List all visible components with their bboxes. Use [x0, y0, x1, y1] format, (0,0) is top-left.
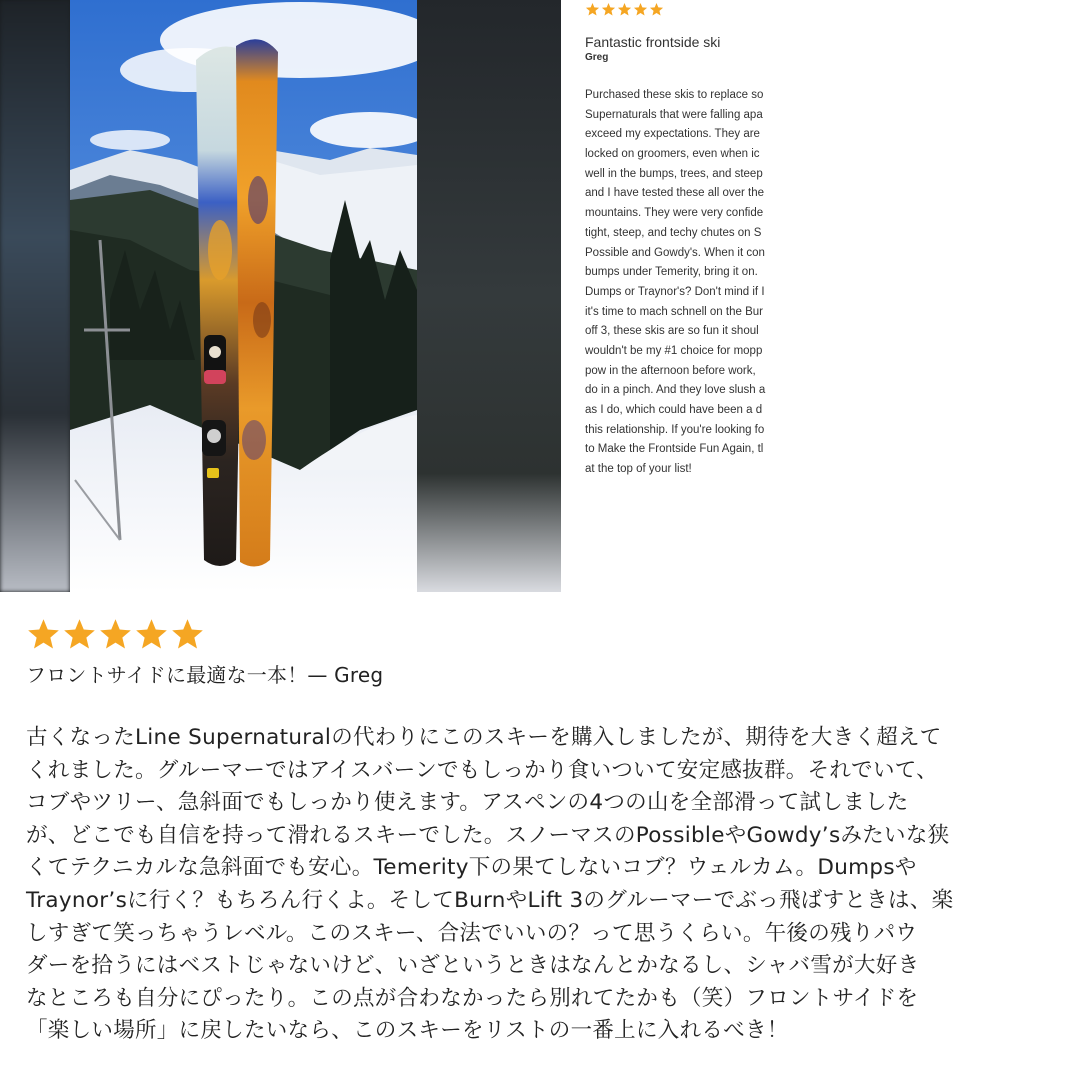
original-review-line: off 3, these skis are so fun it shoul — [585, 325, 759, 338]
ski-photo — [70, 0, 417, 592]
translation-line: しすぎて笑っちゃうレベル。このスキー、合法でいいの？って思うくらい。午後の残りパウ — [26, 920, 918, 946]
translation-line: ダーを拾うにはベストじゃないけど、いざというときはなんとかなるし、シャバ雪が大好き — [26, 953, 920, 979]
star-icon — [617, 2, 632, 17]
original-review-card — [561, 0, 1080, 592]
translation-rating-stars — [26, 617, 205, 652]
original-review-line: tight, steep, and techy chutes on S — [585, 226, 762, 239]
translation-line: くてテクニカルな急斜面でも安心。Temerity下の果てしないコブ？ウェルカム。Dumpsや — [26, 855, 917, 881]
original-review-line: pow in the afternoon before work, — [585, 364, 756, 377]
translation-heading: フロントサイドに最適な一本！— Greg — [26, 663, 384, 687]
original-review-line: well in the bumps, trees, and steep — [585, 167, 763, 180]
original-review-author: Greg — [585, 52, 609, 63]
original-review-line: at the top of your list! — [585, 463, 692, 476]
translation-line: なところも自分にぴったり。この点が合わなかったら別れてたかも（笑）フロントサイドを — [26, 985, 919, 1011]
original-review-line: do in a pinch. And they love slush a — [585, 384, 766, 397]
translation-line: 古くなったLine Supernaturalの代わりにこのスキーを購入しましたが、期待を大きく超えて — [26, 725, 942, 750]
original-rating-stars — [585, 2, 664, 17]
photo-blur-right — [417, 0, 561, 592]
original-review-body — [585, 86, 795, 480]
original-review-line: and I have tested these all over the — [585, 187, 765, 200]
original-review-line: Possible and Gowdy's. When it con — [585, 246, 765, 259]
text-fade-overlay — [783, 80, 799, 480]
translation-line: 「楽しい場所」に戻したいなら、このスキーをリストの一番上に入れるべき！ — [26, 1018, 789, 1044]
star-icon — [134, 617, 169, 652]
original-review-line: exceed my expectations. They are — [585, 128, 760, 141]
original-review-line: bumps under Temerity, bring it on. — [585, 266, 758, 279]
original-review-line: this relationship. If you're looking fo — [585, 423, 765, 436]
original-review-line: as I do, which could have been a d — [585, 404, 763, 416]
star-icon — [601, 2, 616, 17]
original-review-line: mountains. They were very confide — [585, 207, 764, 220]
original-review-title: Fantastic frontside ski — [585, 34, 721, 50]
translation-line: くれました。グルーマーではアイスバーンでもしっかり食いついて安定感抜群。それでいて、 — [26, 757, 938, 783]
star-icon — [649, 2, 664, 17]
translation-line: が、どこでも自信を持って滑れるスキーでした。スノーマスのPossibleやGowdy’sみたいな狭 — [26, 822, 950, 848]
original-review-line: Dumps or Traynor's? Don't mind if I — [585, 285, 765, 298]
photo-blur-left — [0, 0, 70, 592]
star-icon — [170, 617, 205, 652]
photo-frame — [0, 0, 561, 592]
translation-body — [26, 722, 1056, 1048]
star-icon — [585, 2, 600, 17]
star-icon — [98, 617, 133, 652]
star-icon — [633, 2, 648, 17]
original-review-line: Purchased these skis to replace so — [585, 89, 764, 101]
translation-line: コブやツリー、急斜面でもしっかり使えます。アスペンの4つの山を全部滑って試しました — [26, 790, 909, 816]
star-icon — [62, 617, 97, 652]
original-review-line: locked on groomers, even when ic — [585, 148, 760, 161]
translation-line: Traynor’sに行く？もちろん行くよ。そしてBurnやLift 3のグルーマーでぶっ飛ばすときは、楽 — [26, 887, 954, 913]
original-review-line: it's time to mach schnell on the Bur — [585, 305, 763, 318]
original-review-line: Supernaturals that were falling apa — [585, 108, 763, 121]
star-icon — [26, 617, 61, 652]
original-review-line: wouldn't be my #1 choice for mopp — [585, 344, 763, 357]
original-review-line: to Make the Frontside Fun Again, tl — [585, 443, 764, 456]
